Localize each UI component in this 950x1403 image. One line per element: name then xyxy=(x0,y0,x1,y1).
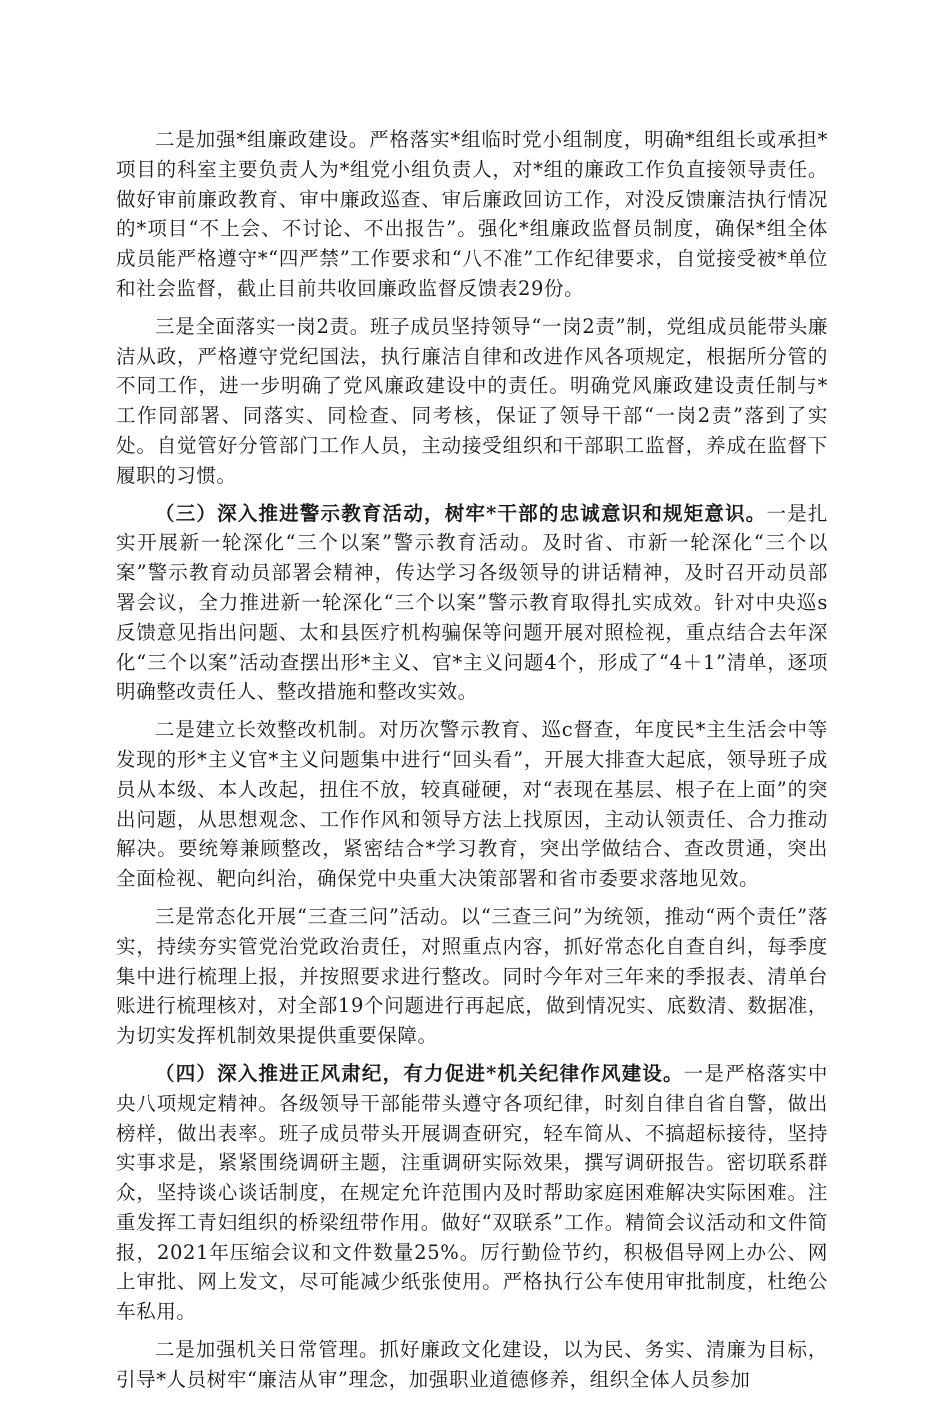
paragraph xyxy=(116,125,828,304)
paragraph-heading: （四）深入推进正风肃纪，有力促进*机关纪律作风建设。 xyxy=(155,1061,684,1085)
paragraph-text: 一是扎实开展新一轮深化“三个以案”警示教育活动。及时省、市新一轮深化“三个以案”警示教育动员部署会精神，传达学习各级领导的讲话精神，及时召开动员部署会议，全力推进新一轮深化“三个以案”警示教育取得扎实成效。针对中央巡s反馈意见指出问题、太和县医疗机构骗保等问题开展对照检视，重点结合去年深化“三个以案”活动查摆出形*主义、官*主义问题4个，形成了“4＋1”清单，逐项明确整改责任人、整改措施和整改实效。 xyxy=(116,501,828,704)
paragraph-text: 三是全面落实一岗2责。班子成员坚持领导“一岗2责”制，党组成员能带头廉洁从政，严格遵守党纪国法，执行廉洁自律和改进作风各项规定，根据所分管的不同工作，进一步明确了党风廉政建设中的责任。明确党风廉政建设责任制与*工作同部署、同落实、同检查、同考核，保证了领导干部“一岗2责”落到了实处。自觉管好分管部门工作人员，主动接受组织和干部职工监督，养成在监督下履职的习惯。 xyxy=(116,314,828,487)
paragraph xyxy=(116,499,828,708)
paragraph xyxy=(116,312,828,491)
paragraph-text: 二是加强*组廉政建设。严格落实*组临时党小组制度，明确*组组长或承担*项目的科室主要负责人为*组党小组负责人，对*组的廉政工作负直接领导责任。做好审前廉政教育、审中廉政巡查、审后廉政回访工作，对没反馈廉洁执行情况的*项目“不上会、不讨论、不出报告”。强化*组廉政监督员制度，确保*组全体成员能严格遵守*“四严禁”工作要求和“八不准”工作纪律要求，自觉接受被*单位和社会监督，截止目前共收回廉政监督反馈表29份。 xyxy=(116,128,828,300)
paragraph xyxy=(116,1059,828,1327)
document-body xyxy=(116,125,828,1403)
paragraph-text: 一是严格落实中央八项规定精神。各级领导干部能带头遵守各项纪律，时刻自律自省自警，做出榜样，做出表率。班子成员带头开展调查研究，轻车简从、不搞超标接待，坚持实事求是，紧紧围绕调研主题，注重调研实际效果，撰写调研报告。密切联系群众，坚持谈心谈话制度，在规定允许范围内及时帮助家庭困难解决实际困难。注重发挥工青妇组织的桥梁纽带作用。做好“双联系”工作。精简会议活动和文件简报，2021年压缩会议和文件数量25%。厉行勤俭节约，积极倡导网上办公、网上审批、网上发文，尽可能减少纸张使用。严格执行公车使用审批制度，杜绝公车私用。 xyxy=(116,1061,828,1324)
paragraph-text: 二是建立长效整改机制。对历次警示教育、巡c督查，年度民*主生活会中等发现的形*主义官*主义问题集中进行“回头看”，开展大排查大起底，领导班子成员从本级、本人改起，扭住不放，较真碰硬，对“表现在基层、根子在上面”的突出问题，从思想观念、工作作风和领导方法上找原因，主动认领责任、合力推动解决。要统筹兼顾整改，紧密结合*学习教育，突出学做结合、查改贯通，突出全面检视、靶向纠治，确保党中央重大决策部署和省市委要求落地见效。 xyxy=(116,718,828,891)
paragraph xyxy=(116,1335,828,1395)
paragraph xyxy=(116,715,828,894)
paragraph-heading: （三）深入推进警示教育活动，树牢*干部的忠诚意识和规矩意识。 xyxy=(155,501,767,525)
paragraph xyxy=(116,902,828,1051)
paragraph-text: 三是常态化开展“三查三问”活动。以“三查三问”为统领，推动“两个责任”落实，持续夯实管党治党政治责任，对照重点内容，抓好常态化自查自纠，每季度集中进行梳理上报，并按照要求进行整改。同时今年对三年来的季报表、清单台账进行梳理核对，对全部19个问题进行再起底，做到情况实、底数清、数据准，为切实发挥机制效果提供重要保障。 xyxy=(116,904,828,1048)
paragraph-text: 二是加强机关日常管理。抓好廉政文化建设，以为民、务实、清廉为目标，引导*人员树牢“廉洁从审”理念，加强职业道德修养，组织全体人员参加 xyxy=(116,1338,828,1391)
